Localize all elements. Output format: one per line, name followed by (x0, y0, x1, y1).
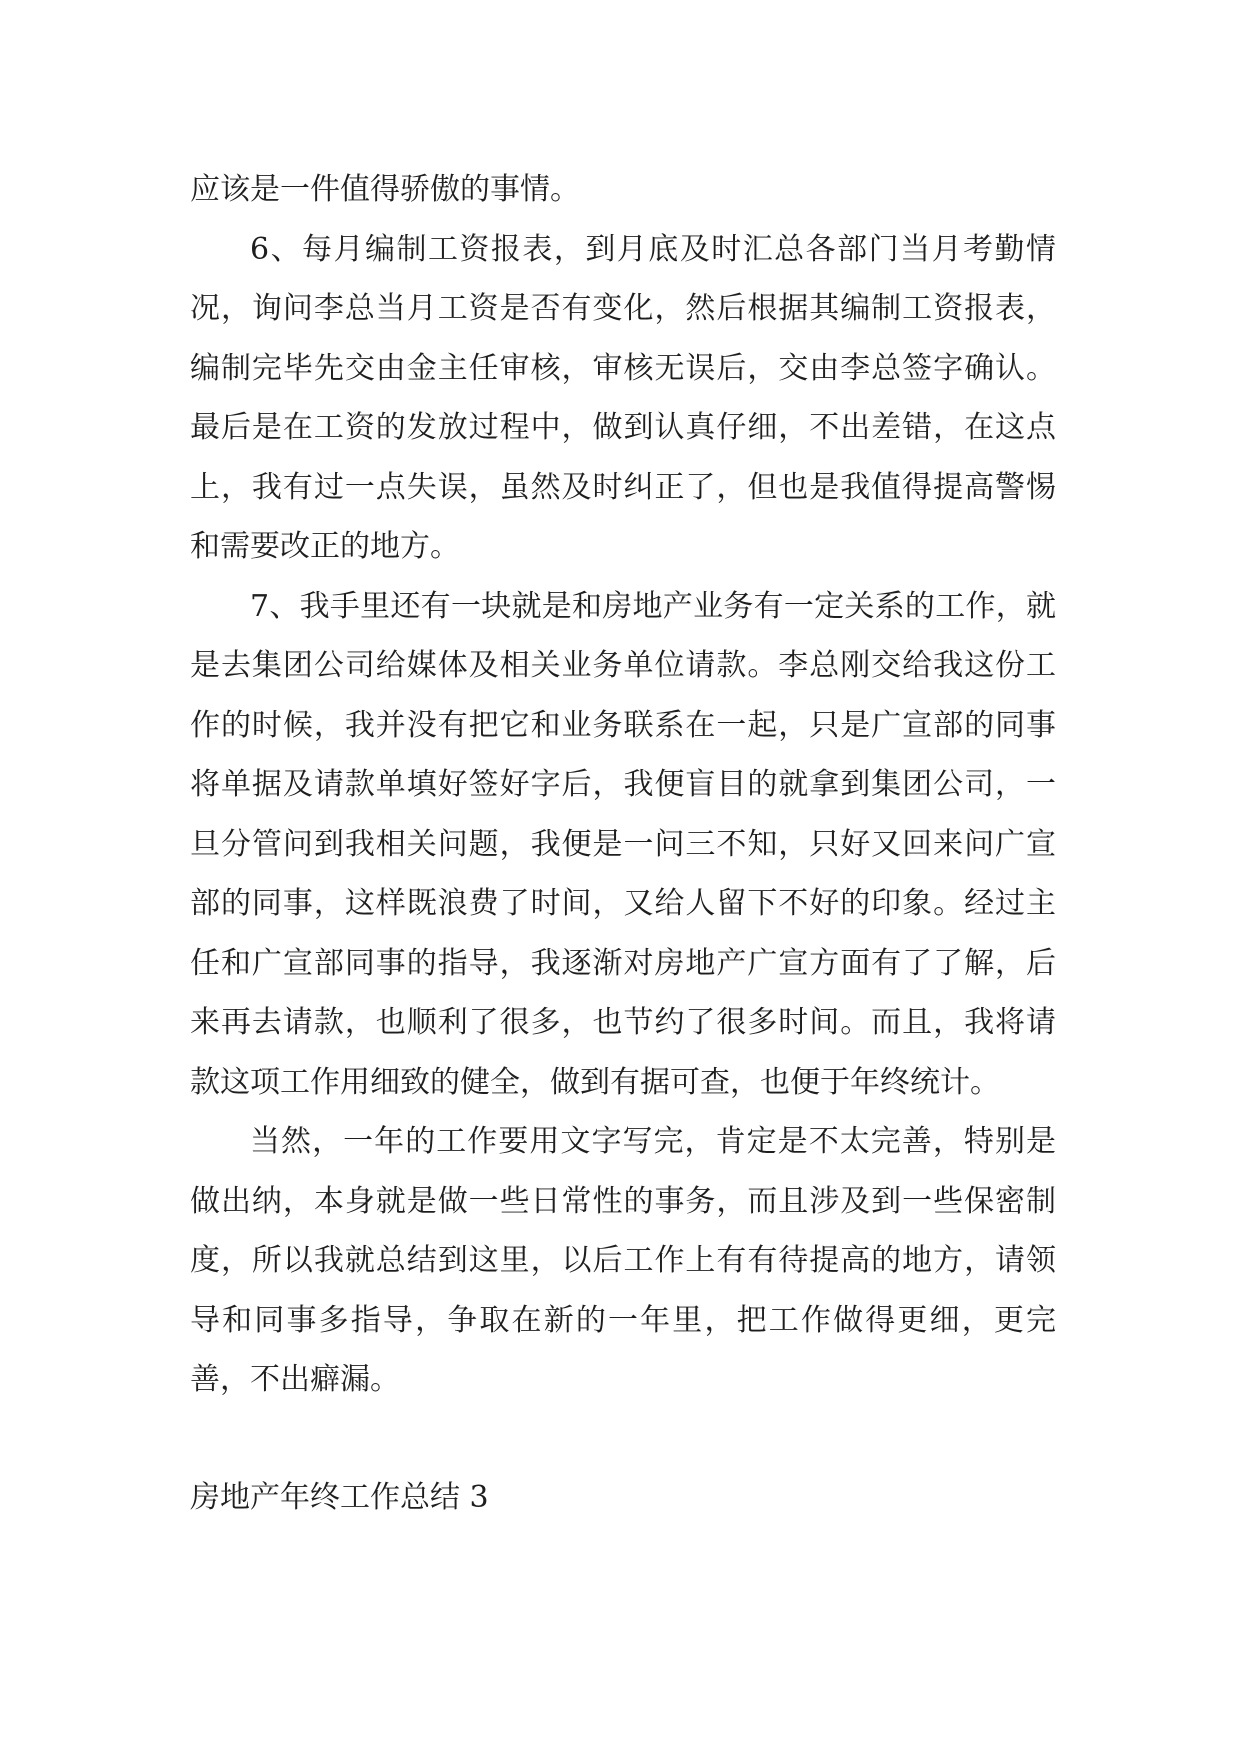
section-heading: 房地产年终工作总结 3 (190, 1480, 489, 1515)
paragraph-continuation: 应该是一件值得骄傲的事情。 (190, 172, 580, 207)
document-body (190, 160, 1056, 1410)
paragraph-item-7: 7、我手里还有一块就是和房地产业务有一定关系的工作，就是去集团公司给媒体及相关业务单位请款。李总刚交给我这份工作的时候，我并没有把它和业务联系在一起，只是广宣部的同事将单据及请款单填好签好字后，我便盲目的就拿到集团公司，一旦分管问到我相关问题，我便是一问三不知，只好又回来问广宣部的同事，这样既浪费了时间，又给人留下不好的印象。经过主任和广宣部同事的指导，我逐渐对房地产广宣方面有了了解，后来再去请款，也顺利了很多，也节约了很多时间。而且，我将请款这项工作用细致的健全，做到有据可查，也便于年终统计。 (190, 588, 1056, 1100)
paragraph-conclusion: 当然，一年的工作要用文字写完，肯定是不太完善，特别是做出纳，本身就是做一些日常性的事务，而且涉及到一些保密制度，所以我就总结到这里，以后工作上有有待提高的地方，请领导和同事多指导，争取在新的一年里，把工作做得更细，更完善，不出癖漏。 (190, 1124, 1056, 1397)
paragraph-item-6: 6、每月编制工资报表，到月底及时汇总各部门当月考勤情况，询问李总当月工资是否有变化，然后根据其编制工资报表，编制完毕先交由金主任审核，审核无误后，交由李总签字确认。最后是在工资的发放过程中，做到认真仔细，不出差错，在这点上，我有过一点失误，虽然及时纠正了，但也是我值得提高警惕和需要改正的地方。 (190, 231, 1056, 564)
